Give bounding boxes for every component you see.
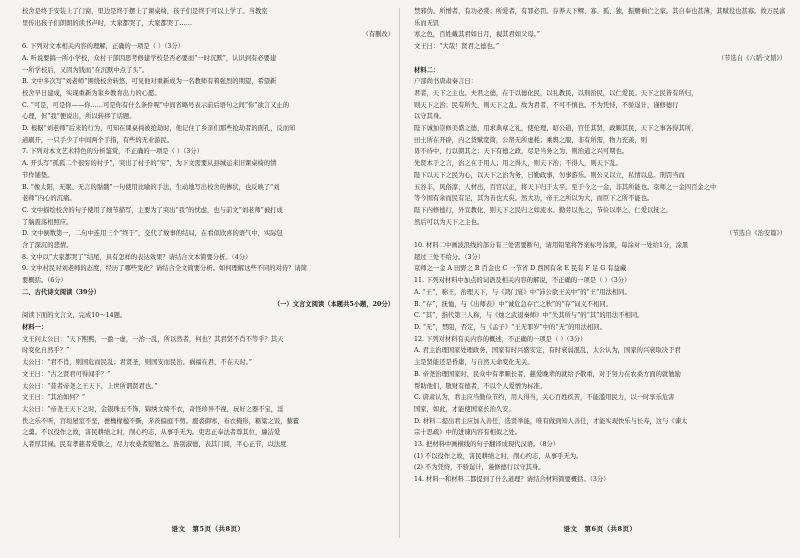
left-text-line: 含了深沉的悲情。: [22, 242, 73, 250]
left-text-line: A. 开头写“孤孤二个很穷的村子”，突出了村子的“穷”，为下文需要从县城运来旧课桌椅的情: [22, 160, 277, 168]
left-text-line: 节作铺垫。: [22, 171, 54, 179]
left-text-line: 文王曰：“其治如何？”: [22, 394, 86, 402]
page-5: [22, 6, 394, 540]
right-text-line: A. “王”，称王，治理天下，与《鸿门宴》中“沛公欲王关中”的“王”用法相同。: [414, 288, 631, 296]
right-text-line: （节选自《治安篇》）: [726, 230, 786, 238]
left-text-line: 太公曰：“帝尧王天下之时，金银珠玉不饰，锦绣文绮不衣，奇怪珍异不视，玩好之器不宝，淫: [22, 405, 284, 413]
left-text-line: D. 根据“刘老师”后来的行为，可知在课桌椅被抢劫时，他记住了乡亲们那些抢劫者的面孔，反而知: [22, 125, 296, 133]
left-text-line: C. “可是，可是你——你……可是你有什么条件呢”中间省略号表示前后语句之间“你”欲言又止的: [22, 101, 290, 109]
right-text-line: 11. 下列对材料中加点的词语及相关内容的解说，不正确的一项是（ ）（3分）: [414, 277, 631, 285]
left-text-line: 时变化自然乎？”: [22, 347, 70, 355]
right-text-line: 12. 下列对材料有关内容的概述，不正确的一项是（ ）（3分）: [414, 335, 587, 343]
left-text-line: 了脑震荡相照应。: [22, 218, 73, 226]
page-6-body: [414, 6, 786, 486]
right-text-line: D. 材料二提出君主应加入善任，选贤举能，唯有做到知人善任，才能实现快乐与长寿，这与《谏太: [414, 417, 688, 425]
right-text-line: C. “其”，指代第三人称，与《烛之武退秦师》中“失其所与”的“其”的用法不相同。: [414, 312, 644, 320]
page-6-footer: 语文 第6页（共8页）: [563, 525, 637, 534]
left-text-line: 佚之乐不听，宫垣屋室不垩，甍桷椽楹不斲，茅茨偏庭不剪。鹿裘御寒，布衣掩形，粝粱之饭，藜藿: [22, 417, 300, 425]
left-text-line: 要概括。（6分）: [22, 277, 67, 285]
right-text-line: 材料二：: [414, 66, 440, 74]
left-text-line: D. 文中倒数第一，二句中连用三个“终于”，交代了故事的结局，在看似欣喜的语气中，实际包: [22, 230, 283, 238]
right-text-line: 毋不待中，行以朝其之；天下有德之政，尽是当务之为，则治道之兴可期也。: [414, 148, 629, 156]
left-text-line: 太公曰：“君不肖，则国危而民乱；君贤圣，则国安而民治。祸福在君，不在天时。”: [22, 359, 252, 367]
right-text-line: 寒之色，百姓戴其君如日月，视其君如父母。”: [414, 31, 541, 39]
right-text-line: 陛下内修德行，外宣教化，则天下之民归之如流水。勤劳以先之，节俭以率之，仁爱以抚之，: [414, 206, 673, 214]
left-text-line: 阅读下面的文言文，完成10～14题。: [22, 312, 127, 320]
right-text-line: 君者，天下之主也。夫君之德，在于以德化民，以礼教民，以刑治民，以仁爱民。天下之民皆有所归，: [414, 89, 698, 97]
left-text-line: 心理，但“我”便说出，所以转移了话题。: [22, 113, 136, 121]
left-text-line: 太公曰：“昔者帝尧之王天下，上世所谓贤君也。”: [22, 382, 158, 390]
left-text-line: B. 文中多次写“刘老师”围绕校舍转悠，可见他对重新成为一名教师有着强烈的期望，希望新: [22, 78, 277, 86]
right-text-line: 等今国有余而民有足，其为善也大矣。然大功，帝王之所以为大，而臣下之所不能也。: [414, 195, 654, 203]
left-text-line: （一）文言文阅读（本题共5小题，20分）: [273, 300, 394, 308]
left-text-line: 人者厚其禄。民有孝慈者爱敬之，尽力农桑者慰勉之。旌别淑德，表其门闾，平心正节，以法度: [22, 441, 287, 449]
right-text-line: 宗十思疏》中的进谏内容有相似之处。: [414, 429, 522, 437]
right-text-line: 五谷丰，风俗淳，人材出，百官以正，将天下归于太平。至于今之一金，非其所能也。京师之一金四百金之中: [414, 183, 717, 191]
left-text-line: 校舍是终于安装上了门窗，里边是终于摆上了课桌椅，孩子们是终于可以上学了。当教室: [22, 8, 268, 15]
right-text-line: 帮助他们，敬财有德者，不以个人爱憎为标准。: [414, 382, 547, 390]
right-text-line: （节选自《六韬·文韬》）: [717, 54, 786, 62]
left-text-line: 之羹。不以役作之故，害民耕绩之时，削心约志，从事乎无为。吏忠正奉法者尊其位，廉洁爱: [22, 429, 281, 437]
right-text-line: 国家，如此，才能使国家长治久安。: [414, 405, 515, 413]
page-6: [414, 6, 786, 540]
right-text-line: 13. 把材料中画横线的句子翻译成现代汉语。（8分）: [414, 441, 560, 449]
right-text-line: 户部尚书唐肃奏言曰：: [414, 78, 477, 86]
left-text-line: 一所学校后，又因为钱而“在沉默中点了头”。: [22, 66, 149, 74]
right-text-line: 京师之一金 A 田野之 B 百金也 C 一节省 D 西国有余 E 民有 F 足 G 有益藏: [414, 265, 627, 273]
left-text-line: 老师”内心的沉痛。: [22, 195, 76, 203]
right-text-line: 主是贤能还是昏庸，与自然天命变化无关。: [414, 359, 534, 367]
left-text-line: 文王曰：“古之贤君可得闻乎？”: [22, 370, 111, 378]
left-text-line: 7. 下列对本文艺术特色的分析鉴赏，不正确的一项是（ ）（3分）: [22, 148, 203, 156]
page-divider: [399, 8, 400, 538]
right-text-line: B. “存”，抚恤，与《出师表》中“诚危急存亡之秋”的“存”词义不相同。: [414, 300, 612, 308]
right-text-line: C. 唐肃认为，君主应当勤俭节约，用人得当，关心百姓疾苦，不能滥用民力，以一时享乐危害: [414, 394, 675, 402]
right-text-line: (2) 不为凭恃，不骄逞计，谨修德行以守其身。: [414, 464, 545, 472]
page-5-footer: 语文 第5页（共8页）: [171, 525, 245, 534]
left-text-line: A. 听说要搞一所小学校，众村干部因思考修建学校是否必要而“一时沉默”，认识到有必要建: [22, 54, 277, 62]
right-text-line: 田土所在开辟，内之货赋宽简，公帑无所虚耗；乘舆之服，非有所需，物力充羡，则: [414, 136, 647, 144]
right-text-line: A. 君主治理国家处理政务，国家有时兴盛安定，有时衰弱混乱，太公认为，国家的兴衰取决于君: [414, 347, 681, 355]
left-text-line: 道刷开，一只手少了中间两个手指，有些的无业游民。: [22, 136, 174, 144]
right-text-line: 则天下之治；民有所失，则天下之乱。故为君者，不可不慎也。不为凭恃，不骄逞计，谨修德行: [414, 101, 679, 109]
right-text-line: 文王曰：“大哉！贤君之德也。”: [414, 43, 500, 51]
right-text-line: 先贤本于之言，治之在于用人；用之得人，则天下治；不得人，则天下乱。: [414, 160, 622, 168]
left-text-line: （有删改）: [362, 31, 394, 39]
left-text-line: 二、古代诗文阅读（39分）: [22, 288, 101, 296]
left-text-line: B. “像太阳，无眠、无言的骷髅”一句使用比喻的手法，生动地写出校舍的惨状，也反映了“刘: [22, 183, 280, 191]
right-text-line: 然后可以为天下之主也。: [414, 218, 484, 226]
right-text-line: 超过三处不给分。（3分）: [414, 253, 485, 261]
left-text-line: 里传出孩子们朗朗的读书声时，大家都哭了，大家都哭了……: [22, 19, 193, 27]
left-text-line: 8. 文中以“大家都哭了”结尾，具有怎样的表达效果？请结合文本简要分析。（4分）: [22, 253, 252, 261]
right-text-line: 禁邪伪。所憎者，有功必赏；所爱者，有罪必罚。存养天下鳏、寡、孤、独，振赡祸亡之家。其自奉也甚薄，其赋役也甚寡。故万民富乐而无饥: [414, 8, 786, 27]
right-text-line: 陛下以天下之民为心，以天下之治为务，日勤政事，勿事游乐。则公义以立，私情以息。刑罚当而: [414, 171, 685, 179]
right-text-line: 14. 材料一和材料二都提到了什么道理？请结合材料简要概括。（3分）: [414, 476, 610, 484]
left-text-line: 校舍早日建成，实现重新为家乡教育出力的心愿。: [22, 89, 161, 97]
page-5-body: [22, 6, 394, 451]
left-text-line: 文王问太公曰：“天下熙熙，一盈一虚，一治一乱，所以然者，何也？其君贤不肖不等乎？其天: [22, 335, 284, 343]
left-text-line: 6. 下列对文本相关内容的理解，正确的一项是（ ）（3分）: [22, 43, 184, 51]
right-text-line: 以守其身。: [414, 113, 446, 121]
left-text-line: C. 文中描绘校舍的句子使用了细节描写，主要为了突出“我”的忧虑，也与前文“刘老师”被打成: [22, 206, 283, 214]
right-text-line: 陛下诚加崇修美盛之德，用求典章之礼，使伦理，昭公道，官任其贤，政顺其民，天下之事各得其所，: [414, 125, 698, 133]
right-text-line: (1) 不以役作之故，害民耕绩之时，削心约志，从事乎无为。: [414, 452, 583, 460]
left-text-line: 材料一：: [22, 323, 48, 331]
right-text-line: 10. 材料二中画波浪线的部分有三处需要断句，请用铅笔将答案标号涂黑，每涂对一处给1分，涂黑: [414, 242, 689, 250]
right-text-line: D. “无”，禁阻，否定，与《孟子》“王无罪岁”中的“无”的用法相同。: [414, 323, 606, 331]
left-text-line: 9. 文中村民对刘老师的态度，经历了哪些变化？请结合全文简要分析。如何理解这些不同的对待？请简: [22, 265, 308, 273]
right-text-line: B. 帝尧治理国家时，民众中有孝顺长者，慈爱晚辈的就给予敬重，对于努力在农桑方面的就勉励: [414, 370, 681, 378]
